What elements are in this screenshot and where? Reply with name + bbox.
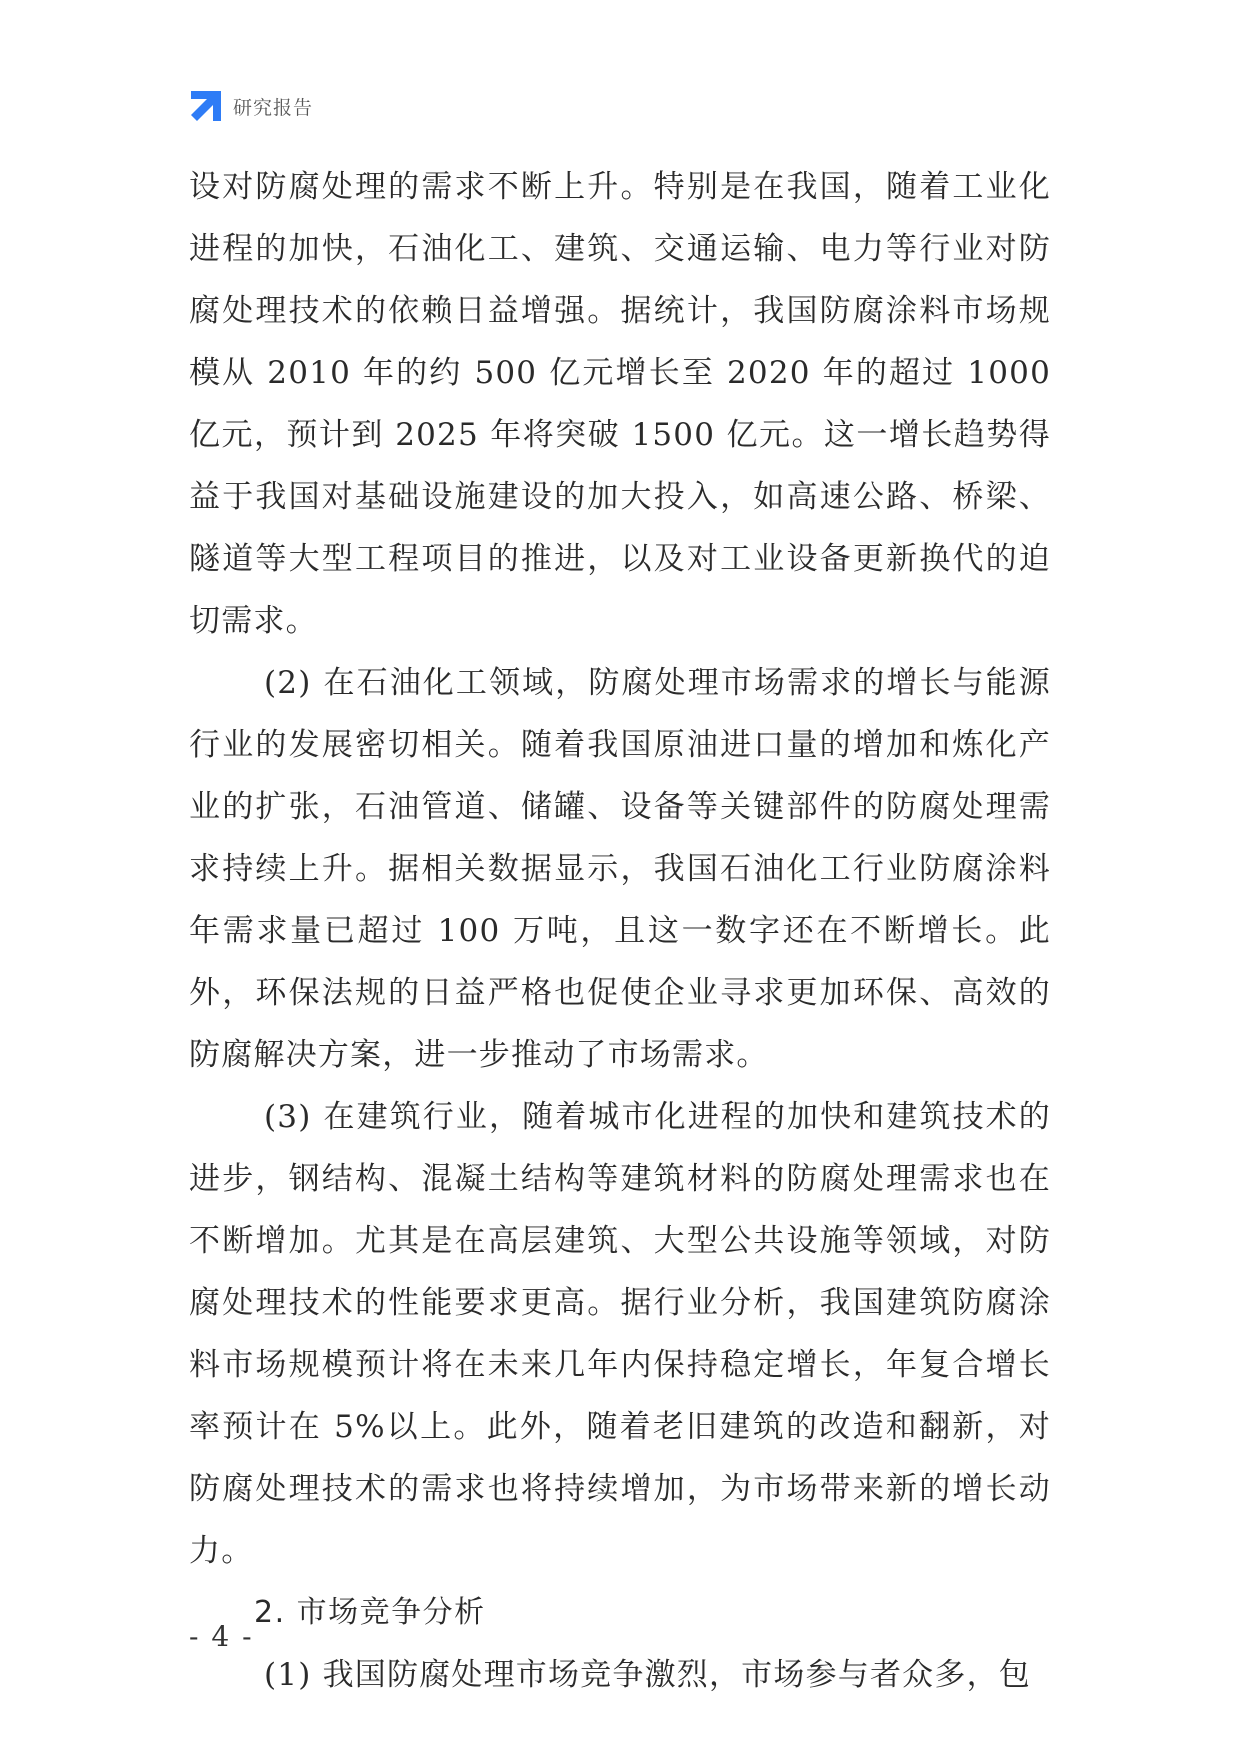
- paragraph-competition: (1) 我国防腐处理市场竞争激烈，市场参与者众多，包: [264, 1657, 1031, 1693]
- page-number: - 4 -: [189, 1620, 254, 1653]
- document-body: [189, 156, 1051, 1706]
- section-heading: 2. 市场竞争分析: [254, 1595, 486, 1630]
- paragraph-construction: (3) 在建筑行业，随着城市化进程的加快和建筑技术的进步，钢结构、混凝土结构等建筑材料的防腐处理需求也在不断增加。尤其是在高层建筑、大型公共设施等领域，对防腐处理技术的性能要求更高。据行业分析，我国建筑防腐涂料市场规模预计将在未来几年内保持稳定增长，年复合增长率预计在 5%以上。此外，随着老旧建筑的改造和翻新，对防腐处理技术的需求也将持续增加，为市场带来新的增长动力。: [189, 1099, 1051, 1569]
- report-header: [189, 88, 313, 124]
- paragraph-continuation: 设对防腐处理的需求不断上升。特别是在我国，随着工业化进程的加快，石油化工、建筑、交通运输、电力等行业对防腐处理技术的依赖日益增强。据统计，我国防腐涂料市场规模从 2010 年的约 500 亿元增长至 2020 年的超过 1000 亿元，预计到 2025 年将突破 1500 亿元。这一增长趋势得益于我国对基础设施建设的加大投入，如高速公路、桥梁、隧道等大型工程项目的推进，以及对工业设备更新换代的迫切需求。: [189, 169, 1051, 639]
- paragraph-petrochemical: (2) 在石油化工领域，防腐处理市场需求的增长与能源行业的发展密切相关。随着我国原油进口量的增加和炼化产业的扩张，石油管道、储罐、设备等关键部件的防腐处理需求持续上升。据相关数据显示，我国石油化工行业防腐涂料年需求量已超过 100 万吨，且这一数字还在不断增长。此外，环保法规的日益严格也促使企业寻求更加环保、高效的防腐解决方案，进一步推动了市场需求。: [189, 665, 1051, 1073]
- arrow-up-right-icon: [189, 89, 223, 123]
- header-title: 研究报告: [233, 96, 314, 119]
